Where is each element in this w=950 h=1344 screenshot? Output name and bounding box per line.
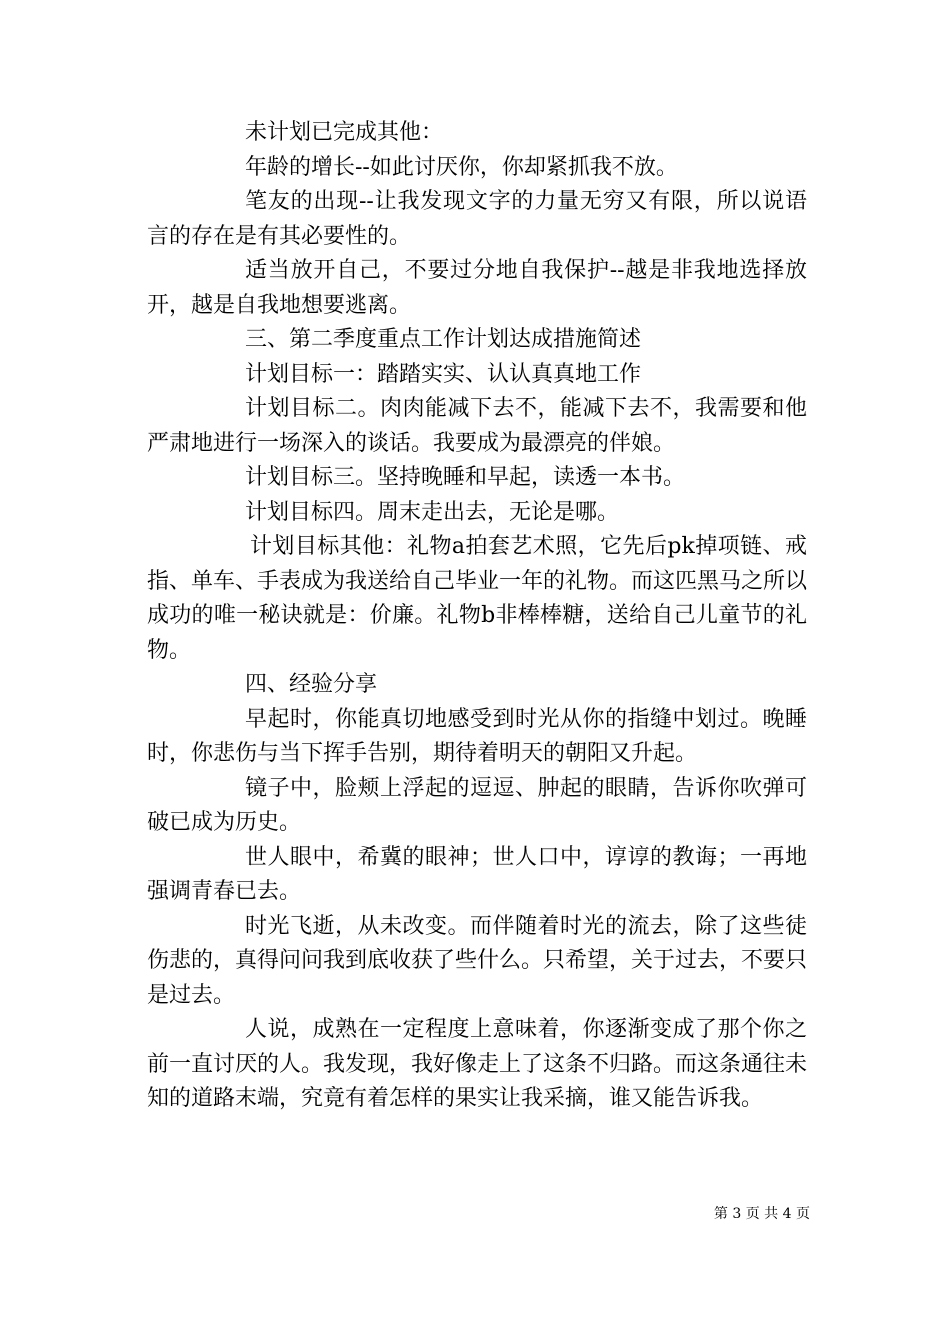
paragraph-early-rise: 早起时，你能真切地感受到时光从你的指缝中划过。晚睡时，你悲伤与当下挥手告别，期待着明天的朝阳又升起。 [147, 706, 807, 766]
paragraph-time-flies: 时光飞逝，从未改变。而伴随着时光的流去，除了这些徒伤悲的，真得问问我到底收获了些什么。只希望，关于过去，不要只是过去。 [147, 913, 808, 1008]
section-heading-q2-plan: 三、第二季度重点工作计划达成措施简述 [245, 327, 642, 352]
paragraph-goal-other: 计划目标其他：礼物a拍套艺术照，它先后pk掉项链、戒指、单车、手表成为我送给自己毕业一年的礼物。而这匹黑马之所以成功的唯一秘诀就是：价廉。礼物b非棒棒糖，送给自己儿童节的礼物。 [147, 534, 808, 663]
document-body [147, 116, 807, 1117]
section-heading-experience: 四、经验分享 [245, 672, 378, 697]
paragraph-goal-two: 计划目标二。肉肉能减下去不，能减下去不，我需要和他严肃地进行一场深入的谈话。我要成为最漂亮的伴娘。 [147, 396, 807, 456]
paragraph-goal-three: 计划目标三。坚持晚睡和早起，读透一本书。 [245, 465, 686, 490]
page-number: 第 3 页 共 4 页 [713, 1206, 810, 1222]
paragraph-unplanned-completed: 未计划已完成其他： [245, 120, 444, 145]
paragraph-world-eyes: 世人眼中，希冀的眼神；世人口中，谆谆的教诲；一再地强调青春已去。 [147, 844, 807, 904]
paragraph-mirror: 镜子中，脸颊上浮起的逗逗、肿起的眼睛，告诉你吹弹可破已成为历史。 [147, 775, 807, 835]
paragraph-goal-one: 计划目标一：踏踏实实、认认真真地工作 [245, 361, 642, 387]
paragraph-goal-four: 计划目标四。周末走出去，无论是哪。 [245, 499, 620, 525]
paragraph-maturity: 人说，成熟在一定程度上意味着，你逐渐变成了那个你之前一直讨厌的人。我发现，我好像走上了这条不归路。而这条通往未知的道路末端，究竟有着怎样的果实让我采摘，谁又能告诉我。 [147, 1017, 808, 1111]
paragraph-age-growth: 年龄的增长--如此讨厌你，你却紧抓我不放。 [245, 154, 678, 180]
paragraph-let-go: 适当放开自己，不要过分地自我保护--越是非我地选择放开，越是自我地想要逃离。 [147, 258, 807, 318]
paragraph-pen-pal: 笔友的出现--让我发现文字的力量无穷又有限，所以说语言的存在是有其必要性的。 [147, 189, 807, 249]
